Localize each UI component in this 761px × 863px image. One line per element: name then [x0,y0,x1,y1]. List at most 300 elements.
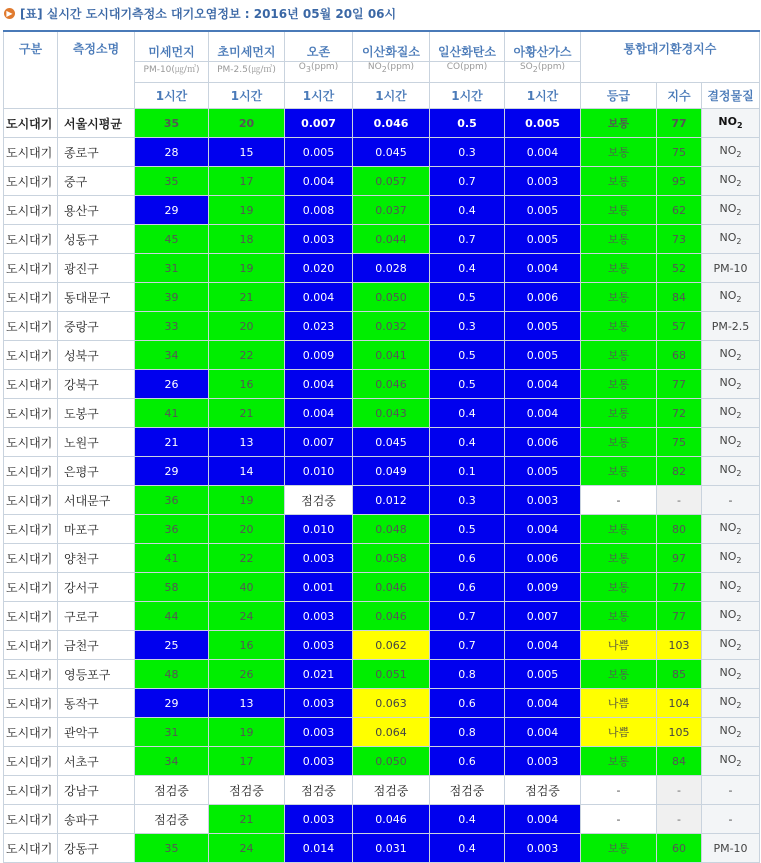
cell-pm10: 58 [135,573,209,602]
cell-pm10: 34 [135,747,209,776]
cell-pollutant: - [702,805,760,834]
cell-pm10: 점검중 [135,805,209,834]
cell-o3: 0.003 [285,544,353,573]
cell-no2: 점검중 [353,776,430,805]
cell-so2: 0.004 [505,718,581,747]
cell-o3: 0.003 [285,689,353,718]
cell-grade: 보통 [581,399,657,428]
cell-category: 도시대기 [4,718,58,747]
cell-pm25: 24 [209,834,285,863]
pollutant-formula: $NO_2$ [719,608,742,624]
table-row [4,805,760,834]
cell-pm10: 26 [135,370,209,399]
cell-so2: 0.007 [505,602,581,631]
cell-pm25: 19 [209,254,285,283]
cell-co: 0.4 [430,196,505,225]
cell-station: 강동구 [58,834,135,863]
cell-category: 도시대기 [4,428,58,457]
cell-so2: 0.006 [505,428,581,457]
cell-category: 도시대기 [4,660,58,689]
table-row [4,602,760,631]
cell-station: 노원구 [58,428,135,457]
cell-index: 75 [657,428,702,457]
cell-category: 도시대기 [4,689,58,718]
cell-station: 동대문구 [58,283,135,312]
cell-grade: 보통 [581,225,657,254]
cell-grade: 보통 [581,515,657,544]
cell-o3: 점검중 [285,776,353,805]
cell-no2: 0.046 [353,370,430,399]
cell-category: 도시대기 [4,602,58,631]
cell-pm25: 40 [209,573,285,602]
pollutant-formula: $NO_2$ [719,521,742,537]
cell-co: 0.3 [430,312,505,341]
cell-index: - [657,486,702,515]
cell-no2: 0.058 [353,544,430,573]
cell-co: 0.4 [430,805,505,834]
cell-co: 0.4 [430,254,505,283]
cell-index: 105 [657,718,702,747]
cell-pm10: 45 [135,225,209,254]
cell-station: 구로구 [58,602,135,631]
cell-index: 77 [657,370,702,399]
cell-category: 도시대기 [4,109,58,138]
cell-no2: 0.043 [353,399,430,428]
cell-pm25: 20 [209,515,285,544]
cell-pollutant: - [702,486,760,515]
cell-station: 양천구 [58,544,135,573]
table-row [4,167,760,196]
cell-so2: 0.004 [505,689,581,718]
header-pm25: 초미세먼지 [209,31,285,62]
cell-pollutant [702,109,760,138]
cell-pm10: 34 [135,341,209,370]
cell-co: 0.6 [430,544,505,573]
cell-co: 0.7 [430,225,505,254]
table-row [4,457,760,486]
cell-pm25: 19 [209,486,285,515]
cell-grade: - [581,776,657,805]
cell-so2: 0.005 [505,225,581,254]
unit-pm25: PM-2.5(㎍/㎥) [209,62,285,83]
cell-co: 0.4 [430,428,505,457]
cell-co: 0.7 [430,602,505,631]
cell-o3: 0.007 [285,109,353,138]
cell-no2: 0.012 [353,486,430,515]
pollutant-formula: $NO_2$ [719,231,742,247]
cell-category: 도시대기 [4,196,58,225]
header-pollutant: 결정물질 [702,83,760,109]
cell-pollutant [702,718,760,747]
cell-grade: 보통 [581,660,657,689]
arrow-right-icon: ▶ [4,8,15,19]
cell-index: - [657,776,702,805]
cell-co: 0.6 [430,689,505,718]
table-row [4,660,760,689]
cell-pollutant [702,341,760,370]
cell-o3: 0.021 [285,660,353,689]
period-co: 1시간 [430,83,505,109]
cell-grade: 보통 [581,109,657,138]
cell-pm25: 17 [209,167,285,196]
cell-no2: 0.028 [353,254,430,283]
cell-pm10: 점검중 [135,776,209,805]
header-co: 일산화탄소 [430,31,505,62]
pollutant-formula: $NO_2$ [719,695,742,711]
cell-category: 도시대기 [4,747,58,776]
period-pm25: 1시간 [209,83,285,109]
cell-o3: 0.014 [285,834,353,863]
cell-no2: 0.063 [353,689,430,718]
cell-no2: 0.045 [353,138,430,167]
cell-co: 0.5 [430,283,505,312]
cell-o3: 0.004 [285,283,353,312]
cell-category: 도시대기 [4,399,58,428]
cell-no2: 0.051 [353,660,430,689]
header-grade: 등급 [581,83,657,109]
unit-no2: $NO_2(ppm)$ [353,62,430,83]
cell-so2: 0.005 [505,341,581,370]
cell-o3: 점검중 [285,486,353,515]
cell-pollutant [702,573,760,602]
cell-index: 103 [657,631,702,660]
cell-pollutant [702,225,760,254]
cell-pollutant [702,544,760,573]
pollutant-formula: $NO_2$ [719,376,742,392]
pollutant-formula: $NO_2$ [719,666,742,682]
cell-pm10: 31 [135,718,209,747]
cell-pollutant [702,515,760,544]
cell-index: 57 [657,312,702,341]
cell-category: 도시대기 [4,138,58,167]
cell-pollutant [702,602,760,631]
unit-so2: $SO_2(ppm)$ [505,62,581,83]
cell-grade: 나쁨 [581,718,657,747]
cell-co: 0.6 [430,747,505,776]
cell-index: 72 [657,399,702,428]
pollutant-formula: $NO_2$ [719,463,742,479]
cell-no2: 0.041 [353,341,430,370]
cell-grade: 보통 [581,370,657,399]
cell-pm10: 29 [135,457,209,486]
cell-pm10: 36 [135,486,209,515]
cell-index: 82 [657,457,702,486]
cell-no2: 0.062 [353,631,430,660]
cell-index: 52 [657,254,702,283]
pollutant-formula: $NO_2$ [719,434,742,450]
cell-so2: 0.005 [505,312,581,341]
cell-no2: 0.049 [353,457,430,486]
table-row [4,109,760,138]
cell-category: 도시대기 [4,341,58,370]
pollutant-formula: $NO_2$ [719,202,742,218]
cell-grade: 보통 [581,283,657,312]
cell-o3: 0.023 [285,312,353,341]
cell-so2: 0.005 [505,109,581,138]
cell-category: 도시대기 [4,515,58,544]
cell-category: 도시대기 [4,167,58,196]
cell-pm10: 29 [135,196,209,225]
cell-pm10: 28 [135,138,209,167]
table-row [4,544,760,573]
header-o3: 오존 [285,31,353,62]
cell-pm10: 33 [135,312,209,341]
table-row [4,428,760,457]
cell-pm10: 39 [135,283,209,312]
cell-index: 77 [657,602,702,631]
cell-grade: 보통 [581,747,657,776]
cell-pm10: 41 [135,544,209,573]
cell-no2: 0.045 [353,428,430,457]
cell-category: 도시대기 [4,834,58,863]
cell-co: 0.1 [430,457,505,486]
cell-no2: 0.050 [353,283,430,312]
cell-so2: 0.004 [505,399,581,428]
cell-pollutant: - [702,776,760,805]
pollutant-formula: $NO_2$ [719,144,742,160]
pollutant-formula: $NO_2$ [719,405,742,421]
cell-pm25: 16 [209,370,285,399]
pollutant-formula: $NO_2$ [719,289,742,305]
cell-grade: - [581,805,657,834]
cell-so2: 0.003 [505,834,581,863]
cell-co: 0.3 [430,138,505,167]
cell-pm25: 16 [209,631,285,660]
cell-station: 금천구 [58,631,135,660]
cell-pm25: 14 [209,457,285,486]
header-so2: 아황산가스 [505,31,581,62]
pollutant-formula: $NO_2$ [719,550,742,566]
table-row [4,370,760,399]
cell-co: 0.7 [430,631,505,660]
cell-pm25: 22 [209,544,285,573]
cell-co: 0.4 [430,399,505,428]
cell-grade: 보통 [581,312,657,341]
cell-pollutant [702,689,760,718]
cell-no2: 0.046 [353,573,430,602]
cell-index: - [657,805,702,834]
cell-o3: 0.003 [285,805,353,834]
cell-o3: 0.003 [285,718,353,747]
cell-grade: 나쁨 [581,631,657,660]
cell-category: 도시대기 [4,486,58,515]
header-category: 구분 [4,31,58,109]
cell-so2: 0.009 [505,573,581,602]
cell-pm10: 44 [135,602,209,631]
cell-category: 도시대기 [4,312,58,341]
cell-index: 84 [657,283,702,312]
cell-no2: 0.031 [353,834,430,863]
cell-station: 종로구 [58,138,135,167]
cell-pm25: 21 [209,283,285,312]
cell-category: 도시대기 [4,457,58,486]
cell-grade: 보통 [581,457,657,486]
cell-co: 0.5 [430,341,505,370]
period-o3: 1시간 [285,83,353,109]
cell-no2: 0.037 [353,196,430,225]
cell-pollutant [702,196,760,225]
table-row [4,747,760,776]
cell-index: 95 [657,167,702,196]
cell-station: 강서구 [58,573,135,602]
cell-index: 60 [657,834,702,863]
cell-index: 84 [657,747,702,776]
cell-pm10: 35 [135,167,209,196]
table-row [4,138,760,167]
cell-category: 도시대기 [4,254,58,283]
cell-grade: 보통 [581,544,657,573]
table-row [4,196,760,225]
cell-pollutant [702,283,760,312]
cell-grade: 보통 [581,428,657,457]
cell-o3: 0.004 [285,370,353,399]
unit-pm10: PM-10(㎍/㎥) [135,62,209,83]
pollutant-formula: $NO_2$ [718,115,743,131]
cell-pm25: 19 [209,196,285,225]
cell-grade: 보통 [581,341,657,370]
cell-no2: 0.046 [353,602,430,631]
table-row [4,399,760,428]
cell-pm10: 21 [135,428,209,457]
cell-grade: 보통 [581,138,657,167]
cell-pm25: 20 [209,312,285,341]
cell-o3: 0.008 [285,196,353,225]
cell-grade: 보통 [581,254,657,283]
cell-category: 도시대기 [4,631,58,660]
cell-station: 강남구 [58,776,135,805]
cell-pm25: 21 [209,399,285,428]
cell-index: 85 [657,660,702,689]
cell-pollutant [702,370,760,399]
header-station: 측정소명 [58,31,135,109]
cell-no2: 0.032 [353,312,430,341]
table-row [4,515,760,544]
cell-o3: 0.010 [285,457,353,486]
cell-pollutant [702,428,760,457]
cell-grade: - [581,486,657,515]
cell-pm25: 17 [209,747,285,776]
header-pm10: 미세먼지 [135,31,209,62]
cell-pollutant [702,660,760,689]
cell-pm10: 35 [135,834,209,863]
table-header [4,31,760,109]
cell-o3: 0.003 [285,631,353,660]
table-row [4,486,760,515]
cell-pm10: 29 [135,689,209,718]
cell-station: 관악구 [58,718,135,747]
table-row [4,631,760,660]
cell-pollutant [702,138,760,167]
table-row [4,776,760,805]
page-title [4,2,396,24]
table-row [4,312,760,341]
cell-category: 도시대기 [4,805,58,834]
cell-category: 도시대기 [4,776,58,805]
cell-o3: 0.007 [285,428,353,457]
cell-pollutant: PM-10 [702,834,760,863]
table-row [4,573,760,602]
cell-so2: 0.005 [505,457,581,486]
cell-grade: 보통 [581,834,657,863]
cell-pm25: 19 [209,718,285,747]
header-index: 지수 [657,83,702,109]
cell-pm25: 24 [209,602,285,631]
cell-so2: 0.003 [505,167,581,196]
pollutant-formula: $NO_2$ [719,173,742,189]
cell-so2: 0.005 [505,660,581,689]
cell-station: 성동구 [58,225,135,254]
cell-pollutant: PM-10 [702,254,760,283]
cell-so2: 0.004 [505,138,581,167]
cell-so2: 0.004 [505,631,581,660]
cell-category: 도시대기 [4,370,58,399]
cell-co: 0.6 [430,573,505,602]
cell-pm25: 21 [209,805,285,834]
cell-pm10: 41 [135,399,209,428]
header-no2: 이산화질소 [353,31,430,62]
cell-o3: 0.010 [285,515,353,544]
cell-no2: 0.046 [353,805,430,834]
cell-so2: 0.004 [505,805,581,834]
cell-so2: 0.004 [505,515,581,544]
cell-pollutant [702,167,760,196]
pollutant-formula: $NO_2$ [719,347,742,363]
cell-station: 마포구 [58,515,135,544]
table-row [4,834,760,863]
cell-grade: 나쁨 [581,689,657,718]
period-no2: 1시간 [353,83,430,109]
cell-o3: 0.004 [285,399,353,428]
cell-so2: 0.006 [505,283,581,312]
cell-index: 68 [657,341,702,370]
cell-station: 서초구 [58,747,135,776]
header-cai: 통합대기환경지수 [581,31,760,83]
cell-pm10: 35 [135,109,209,138]
air-quality-table [3,30,760,863]
cell-index: 97 [657,544,702,573]
cell-category: 도시대기 [4,225,58,254]
cell-o3: 0.003 [285,225,353,254]
pollutant-formula: $NO_2$ [719,579,742,595]
cell-so2: 0.004 [505,370,581,399]
cell-so2: 0.004 [505,254,581,283]
cell-index: 80 [657,515,702,544]
cell-pollutant: PM-2.5 [702,312,760,341]
table-row [4,341,760,370]
cell-station: 동작구 [58,689,135,718]
cell-co: 0.5 [430,515,505,544]
cell-station: 도봉구 [58,399,135,428]
cell-o3: 0.020 [285,254,353,283]
cell-pollutant [702,631,760,660]
cell-no2: 0.046 [353,109,430,138]
cell-station: 서울시평균 [58,109,135,138]
pollutant-formula: $NO_2$ [719,637,742,653]
cell-o3: 0.004 [285,167,353,196]
cell-co: 0.5 [430,370,505,399]
cell-o3: 0.001 [285,573,353,602]
cell-pm10: 36 [135,515,209,544]
cell-so2: 0.003 [505,486,581,515]
cell-station: 용산구 [58,196,135,225]
cell-station: 성북구 [58,341,135,370]
cell-pollutant [702,457,760,486]
cell-no2: 0.050 [353,747,430,776]
cell-no2: 0.044 [353,225,430,254]
pollutant-formula: $NO_2$ [719,724,742,740]
cell-station: 은평구 [58,457,135,486]
cell-grade: 보통 [581,167,657,196]
